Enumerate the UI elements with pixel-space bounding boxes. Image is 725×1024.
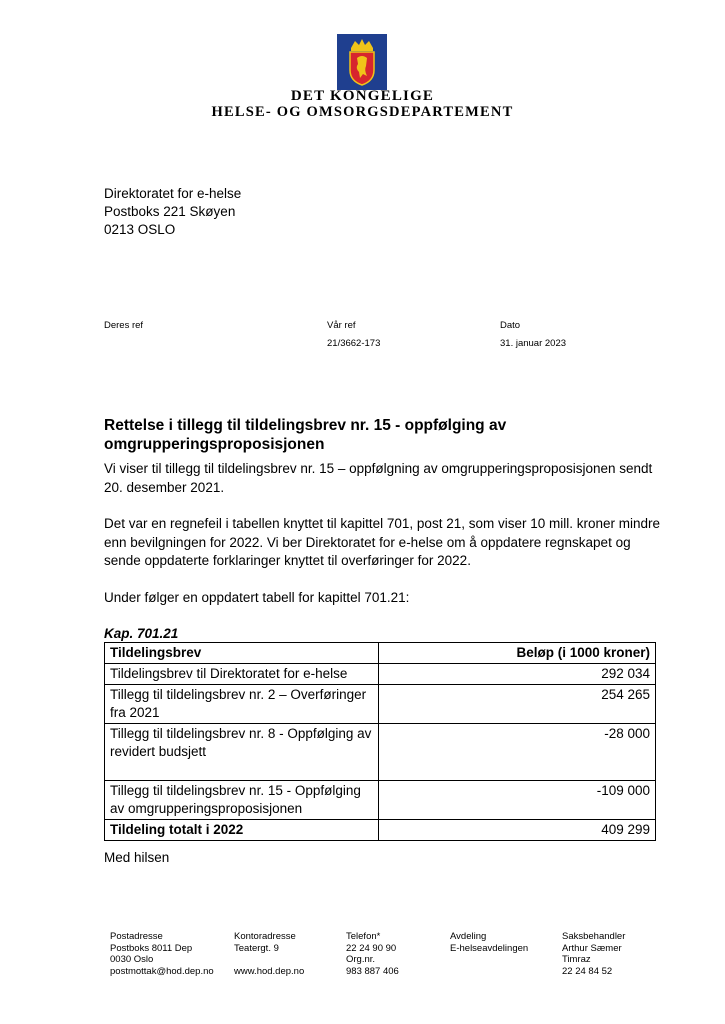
org-name-line1: DET KONGELIGE <box>290 88 435 104</box>
org-name-line2: HELSE- OG OMSORGSDEPARTEMENT <box>211 104 514 120</box>
table-row <box>105 685 656 724</box>
footer-text: Postboks 8011 Dep <box>110 942 193 954</box>
row-amount: -109 000 <box>379 781 656 820</box>
row-amount: -28 000 <box>379 724 656 781</box>
row-label: Tillegg til tildelingsbrev nr. 8 - Oppfølging av revidert budsjett <box>105 724 379 781</box>
table-total-row <box>105 820 656 841</box>
table-header-row <box>105 643 656 664</box>
var-ref-value: 21/3662-173 <box>327 338 381 349</box>
table-row <box>105 664 656 685</box>
footer-text: 22 24 90 90 <box>346 942 397 954</box>
row-label: Tillegg til tildelingsbrev nr. 2 – Overføringer fra 2021 <box>105 685 379 724</box>
total-label: Tildeling totalt i 2022 <box>105 820 379 841</box>
coat-of-arms-logo <box>337 34 387 90</box>
recipient-address <box>104 185 241 239</box>
deres-ref-label: Deres ref <box>104 320 144 331</box>
allocation-table <box>104 642 656 841</box>
row-amount: 254 265 <box>379 685 656 724</box>
footer-email-link[interactable]: postmottak@hod.dep.no <box>110 965 214 977</box>
row-amount: 292 034 <box>379 664 656 685</box>
table-row <box>105 724 656 781</box>
footer-label: Avdeling <box>450 931 487 942</box>
letter-title: Rettelse i tillegg til tildelingsbrev nr. 15 - oppfølging av omgrupperingsproposisjonen <box>104 417 507 453</box>
row-label: Tillegg til tildelingsbrev nr. 15 - Oppfølging av omgrupperingsproposisjonen <box>105 781 379 820</box>
date-value: 31. januar 2023 <box>500 338 567 349</box>
table-row <box>105 781 656 820</box>
footer-label: Postadresse <box>110 931 163 942</box>
footer-text: Teatergt. 9 <box>234 942 279 954</box>
closing-greeting: Med hilsen <box>104 850 170 865</box>
recipient-name: Direktoratet for e-helse <box>104 186 242 201</box>
footer-case-handler <box>562 931 625 977</box>
footer-text: Timraz <box>562 954 591 965</box>
table-caption: Kap. 701.21 <box>104 626 179 641</box>
footer-office-address <box>234 931 304 977</box>
total-amount: 409 299 <box>379 820 656 841</box>
row-label: Tildelingsbrev til Direktoratet for e-helse <box>105 664 379 685</box>
var-ref-label: Vår ref <box>327 320 356 331</box>
footer-text: E-helseavdelingen <box>450 942 529 954</box>
footer-text: Org.nr. <box>346 954 376 965</box>
column-header-belop: Beløp (i 1000 kroner) <box>379 643 656 664</box>
footer-text: Arthur Sæmer <box>562 942 622 954</box>
paragraph-table-intro: Under følger en oppdatert tabell for kapittel 701.21: <box>104 590 410 605</box>
footer-text: 0030 Oslo <box>110 954 154 965</box>
column-header-tildelingsbrev: Tildelingsbrev <box>105 643 379 664</box>
recipient-street: Postboks 221 Skøyen <box>104 204 236 219</box>
footer-phone <box>346 931 399 977</box>
footer-text: 983 887 406 <box>346 965 399 977</box>
footer-postal-address <box>110 931 214 977</box>
footer-department <box>450 931 528 954</box>
paragraph-intro: Vi viser til tillegg til tildelingsbrev nr. 15 – oppfølgning av omgrupperingsproposisjonen sendt 20. desember 2021. <box>104 461 653 495</box>
footer-label: Saksbehandler <box>562 931 626 942</box>
footer-website-link[interactable]: www.hod.dep.no <box>234 965 305 977</box>
paragraph-correction: Det var en regnefeil i tabellen knyttet til kapittel 701, post 21, som viser 10 mill. kroner mindre enn bevilgningen for 2022. Vi ber Direktoratet for e-helse om å oppdatere regnskapet og sende oppdaterte forklaringer knyttet til overføringer for 2022. <box>104 516 661 568</box>
recipient-city: 0213 OSLO <box>104 222 176 237</box>
footer-label: Kontoradresse <box>234 931 296 942</box>
footer-text: 22 24 84 52 <box>562 965 613 977</box>
footer-label: Telefon* <box>346 931 381 942</box>
date-label: Dato <box>500 320 521 331</box>
